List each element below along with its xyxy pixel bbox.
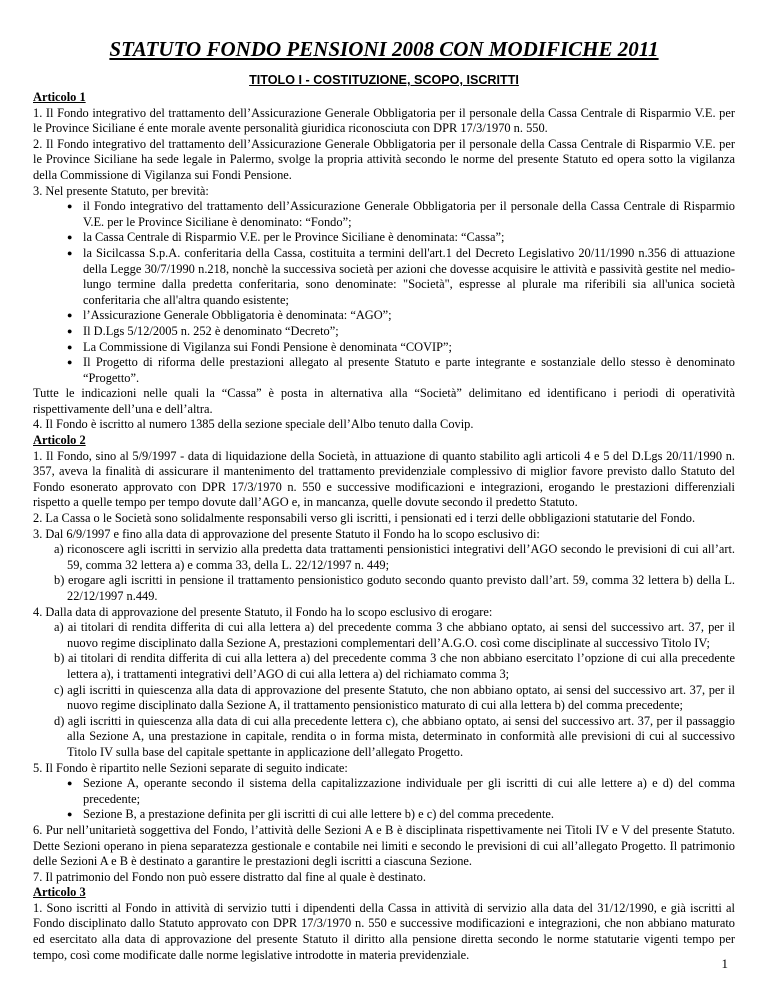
article-2-item-4a: a) ai titolari di rendita differita di cui alla lettera a) del precedente comma 3 che abbiano optato, ai sensi del successivo art. 37, per il nuovo regime disciplinato dalla Sezione A, prestazioni complementari dell’A.G.O. così come disciplinate al successivo Titolo IV; — [54, 620, 735, 650]
document-title: STATUTO FONDO PENSIONI 2008 CON MODIFICHE 2011 — [109, 37, 659, 61]
article-2-paragraph-7: 7. Il patrimonio del Fondo non può essere distratto dal fine al quale è destinato. — [33, 869, 426, 884]
article-2-paragraph-1: 1. Il Fondo, sino al 5/9/1997 - data di liquidazione della Società, in attuazione di quanto stabilito agli articoli 4 e 5 del D.Lgs 20/11/1990 n. 357, aveva la finalità di assicurare il mantenimento del trattamento previdenziale complessivo di miglior favore previsto dallo Statuto del Fondo esonerato approvato con DPR 17/3/1970 n. 550 e successive modificazioni e integrazioni, erogando le prestazioni differenziali rispetto a quelle tempo per tempo dovute dall’AGO e, in mancanza, quelle dovute secondo il predetto Statuto. — [33, 448, 735, 510]
article-2-paragraph-4: 4. Dalla data di approvazione del presente Statuto, il Fondo ha lo scopo esclusivo di erogare: — [33, 604, 493, 619]
article-1-paragraph-2: 2. Il Fondo integrativo del trattamento dell’Assicurazione Generale Obbligatoria per il personale della Cassa Centrale di Risparmio V.E. per le Province Siciliane ha sede legale in Palermo, svolge la propria attività secondo le norme del presente Statuto ed opera sotto la vigilanza della Commissione di Vigilanza sui Fondi Pensione. — [33, 136, 735, 182]
article-1-paragraph-4: Tutte le indicazioni nelle quali la “Cassa” è posta in alternativa alla “Società” delimitano ed identificano i periodi di operatività rispettivamente dell’una e dell’altra. — [33, 386, 735, 416]
article-2-item-4d: d) agli iscritti in quiescenza alla data di cui alla precedente lettera c), che abbiano optato, ai sensi del successivo art. 37, per il passaggio alla Sezione A, una prestazione in capitale, rendita o in forma mista, determinato in conformità alle previsioni di cui al successivo Titolo IV sulla base del capitale spettante in applicazione dell’allegato Progetto. — [54, 713, 735, 759]
article-3-heading: Articolo 3 — [33, 885, 86, 900]
article-2-item-4b: b) ai titolari di rendita differita di cui alla lettera a) del precedente comma 3 che non abbiano esercitato l’opzione di cui alla precedente lettera a), i trattamenti integrativi dell’AGO di cui alla lettera a) del richiamato comma 3; — [54, 651, 735, 681]
list-item: ● il Fondo integrativo del trattamento dell’Assicurazione Generale Obbligatoria per il personale della Cassa Centrale di Risparmio V.E. per le Province Siciliane è denominato: “Fondo”; — [69, 199, 735, 230]
article-1-paragraph-3: 3. Nel presente Statuto, per brevità: — [33, 183, 209, 198]
list-item: ● la Sicilcassa S.p.A. conferitaria della Cassa, costituita a termini dell'art.1 del Decreto Legislativo 20/11/1990 n.356 di attuazione della Legge 30/7/1990 n.218, nonchè la successiva società per azioni che dovesse acquisire le attività e passività gestite nel medio-lungo termine dalla predetta conferitaria, sono denominate: "Società", espresse al plurale ma riferibili sia all'unica società conferitaria che all'altra quando esistente; — [69, 246, 735, 308]
article-2-item-3a: a) riconoscere agli iscritti in servizio alla predetta data trattamenti pensionistici integrativi dell’AGO secondo le previsioni di cui all’art. 59, comma 32 lettera a) e comma 33, della L. 22/12/1997 n. 449; — [54, 542, 735, 572]
list-item: ● la Cassa Centrale di Risparmio V.E. per le Province Siciliane è denominata: “Cassa”; — [69, 230, 735, 246]
article-2-item-3b: b) erogare agli iscritti in pensione il trattamento pensionistico goduto secondo quanto previsto dall’art. 59, comma 32 lettera b) della L. 22/12/1997 n.449. — [54, 573, 735, 603]
article-2-paragraph-3: 3. Dal 6/9/1997 e fino alla data di approvazione del presente Statuto il Fondo ha lo scopo esclusivo di: — [33, 526, 540, 541]
article-1-heading: Articolo 1 — [33, 90, 86, 104]
section-title: TITOLO I - COSTITUZIONE, SCOPO, ISCRITTI — [249, 73, 519, 87]
article-1-definitions-list — [33, 199, 735, 386]
list-item: ● Sezione A, operante secondo il sistema della capitalizzazione individuale per gli iscritti di cui alle lettere a) e d) del comma precedente; — [69, 776, 735, 807]
article-2-paragraph-5: 5. Il Fondo è ripartito nelle Sezioni separate di seguito indicate: — [33, 760, 348, 775]
article-1-paragraph-1: 1. Il Fondo integrativo del trattamento dell’Assicurazione Generale Obbligatoria per il personale della Cassa Centrale di Risparmio V.E. per le Province Siciliane é ente morale avente personalità giuridica riconosciuta con DPR 17/3/1970 n. 550. — [33, 105, 735, 136]
list-item: ● Sezione B, a prestazione definita per gli iscritti di cui alle lettere b) e c) del comma precedente. — [69, 807, 735, 823]
article-2-paragraph-2: 2. La Cassa o le Società sono solidalmente responsabili verso gli iscritti, i pensionati ed i terzi delle obbligazioni statutarie del Fondo. — [33, 511, 696, 526]
page-number: 1 — [721, 956, 728, 971]
list-item: ● Il D.Lgs 5/12/2005 n. 252 è denominato “Decreto”; — [69, 324, 735, 340]
list-item: ● Il Progetto di riforma delle prestazioni allegato al presente Statuto e parte integrante e sostanziale dello stesso è denominato “Progetto”. — [69, 355, 735, 386]
list-item: ● l’Assicurazione Generale Obbligatoria è denominata: “AGO”; — [69, 308, 735, 324]
article-2-sections-list — [33, 776, 735, 823]
list-item: ● La Commissione di Vigilanza sui Fondi Pensione è denominata “COVIP”; — [69, 340, 735, 356]
article-2-paragraph-6: 6. Pur nell’unitarietà soggettiva del Fondo, l’attività delle Sezioni A e B è disciplinata rispettivamente nei Titoli IV e V del presente Statuto. Dette Sezioni operano in piena separatezza gestionale e contabile nei limiti e secondo le previsioni di cui all’allegato Progetto. Il patrimonio delle Sezioni A e B è destinato a garantire le prestazioni degli iscritti a ciascuna Sezione. — [33, 822, 735, 869]
article-2-heading: Articolo 2 — [33, 433, 86, 448]
article-2-item-4c: c) agli iscritti in quiescenza alla data di approvazione del presente Statuto, che non abbiano optato, ai sensi del successivo art. 37, per il nuovo regime disciplinato dalla Sezione A, il trattamento pensionistico maturato di cui alla lettera b) del comma precedente; — [54, 682, 735, 713]
article-1-paragraph-5: 4. Il Fondo è iscritto al numero 1385 della sezione speciale dell’Albo tenuto dalla Covip. — [33, 417, 474, 432]
article-3-paragraph-1: 1. Sono iscritti al Fondo in attività di servizio tutti i dipendenti della Cassa in attività di servizio alla data del 31/12/1990, e già iscritti al Fondo disciplinato dallo Statuto approvato con DPR 17/3/1970 n. 550 e successive modificazioni e integrazioni, che non abbiano maturato ed esercitato alla data di approvazione del presente Statuto il diritto alla pensione diretta secondo le norme statutarie vigenti tempo per tempo, così come modificate dalle norme legislative introdotte in materia previdenziale. — [33, 900, 735, 962]
